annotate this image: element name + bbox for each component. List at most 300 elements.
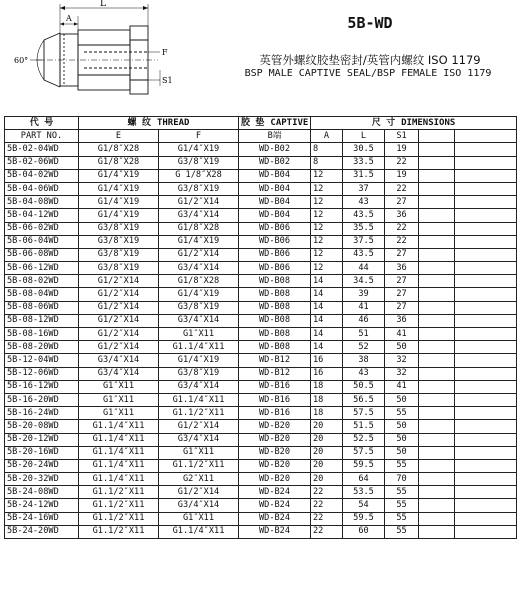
cell-thread-f: G3/4″X14 xyxy=(159,209,239,222)
table-row xyxy=(5,222,517,235)
cell-empty xyxy=(419,446,455,459)
cell-empty xyxy=(419,222,455,235)
cell-part-no: 5B-08-06WD xyxy=(5,301,79,314)
cell-empty xyxy=(455,314,517,327)
cell-thread-e: G1.1/4″X11 xyxy=(79,420,159,433)
table-row xyxy=(5,420,517,433)
cell-thread-e: G1.1/4″X11 xyxy=(79,433,159,446)
cell-dim-s1: 50 xyxy=(385,341,419,354)
cell-dim-l: 53.5 xyxy=(343,486,385,499)
cell-empty xyxy=(455,209,517,222)
cell-dim-l: 57.5 xyxy=(343,407,385,420)
cell-dim-a: 22 xyxy=(311,499,343,512)
product-title-en: BSP MALE CAPTIVE SEAL/BSP FEMALE ISO 1179 xyxy=(244,68,492,79)
cell-empty xyxy=(455,262,517,275)
cell-dim-l: 52 xyxy=(343,341,385,354)
cell-thread-e: G1/2″X14 xyxy=(79,288,159,301)
cell-dim-a: 12 xyxy=(311,169,343,182)
cell-part-no: 5B-06-08WD xyxy=(5,248,79,261)
cell-thread-f: G1.1/4″X11 xyxy=(159,341,239,354)
cell-empty xyxy=(455,196,517,209)
cell-thread-e: G1.1/2″X11 xyxy=(79,499,159,512)
cell-thread-e: G1/4″X19 xyxy=(79,209,159,222)
cell-gasket: WD-B08 xyxy=(239,301,311,314)
cell-part-no: 5B-20-32WD xyxy=(5,473,79,486)
cell-thread-f: G1/4″X19 xyxy=(159,288,239,301)
cell-empty xyxy=(419,143,455,156)
col-header-e: E xyxy=(79,130,159,143)
cell-thread-f: G1/8″X28 xyxy=(159,275,239,288)
cell-gasket: WD-B06 xyxy=(239,222,311,235)
cell-gasket: WD-B24 xyxy=(239,499,311,512)
cell-dim-s1: 41 xyxy=(385,328,419,341)
cell-gasket: WD-B04 xyxy=(239,182,311,195)
cell-empty xyxy=(419,473,455,486)
cell-thread-e: G3/4″X14 xyxy=(79,354,159,367)
header-gasket xyxy=(239,117,311,130)
cell-empty xyxy=(455,459,517,472)
cell-thread-e: G1/2″X14 xyxy=(79,328,159,341)
cell-gasket: WD-B16 xyxy=(239,393,311,406)
label-length: L xyxy=(100,0,106,9)
cell-part-no: 5B-02-04WD xyxy=(5,143,79,156)
cell-dim-s1: 50 xyxy=(385,433,419,446)
cell-dim-a: 22 xyxy=(311,512,343,525)
cell-dim-a: 20 xyxy=(311,420,343,433)
cell-empty xyxy=(419,367,455,380)
table-row xyxy=(5,486,517,499)
cell-gasket: WD-B08 xyxy=(239,314,311,327)
cell-dim-s1: 55 xyxy=(385,459,419,472)
cell-empty xyxy=(455,499,517,512)
cell-thread-f: G3/8″X19 xyxy=(159,367,239,380)
header-thread xyxy=(79,117,239,130)
cell-part-no: 5B-16-20WD xyxy=(5,393,79,406)
cell-part-no: 5B-12-04WD xyxy=(5,354,79,367)
label-a: A xyxy=(66,14,72,23)
table-row xyxy=(5,288,517,301)
cell-empty xyxy=(419,262,455,275)
cell-empty xyxy=(455,393,517,406)
cell-gasket: WD-B06 xyxy=(239,235,311,248)
cell-dim-a: 20 xyxy=(311,446,343,459)
cell-part-no: 5B-06-04WD xyxy=(5,235,79,248)
cell-empty xyxy=(419,525,455,538)
cell-dim-l: 43.5 xyxy=(343,248,385,261)
cell-gasket: WD-B20 xyxy=(239,446,311,459)
cell-gasket: WD-B08 xyxy=(239,341,311,354)
cell-dim-s1: 70 xyxy=(385,473,419,486)
cell-dim-s1: 22 xyxy=(385,235,419,248)
cell-empty xyxy=(419,328,455,341)
cell-thread-f: G1/2″X14 xyxy=(159,196,239,209)
cell-dim-a: 14 xyxy=(311,301,343,314)
cell-empty xyxy=(455,328,517,341)
cell-dim-l: 38 xyxy=(343,354,385,367)
cell-empty xyxy=(455,473,517,486)
cell-gasket: WD-B08 xyxy=(239,275,311,288)
cell-gasket: WD-B04 xyxy=(239,209,311,222)
cell-part-no: 5B-20-16WD xyxy=(5,446,79,459)
cell-empty xyxy=(419,196,455,209)
cell-thread-e: G1/4″X19 xyxy=(79,169,159,182)
table-row xyxy=(5,301,517,314)
cell-thread-e: G3/8″X19 xyxy=(79,262,159,275)
cell-dim-l: 39 xyxy=(343,288,385,301)
cell-part-no: 5B-04-08WD xyxy=(5,196,79,209)
cell-thread-f: G3/4″X14 xyxy=(159,262,239,275)
cell-thread-f: G3/8″X19 xyxy=(159,182,239,195)
cell-dim-s1: 36 xyxy=(385,262,419,275)
cell-empty xyxy=(419,301,455,314)
cell-part-no: 5B-20-12WD xyxy=(5,433,79,446)
cell-empty xyxy=(455,341,517,354)
cell-thread-f: G3/8″X19 xyxy=(159,156,239,169)
cell-thread-e: G3/8″X19 xyxy=(79,235,159,248)
cell-thread-f: G1″X11 xyxy=(159,512,239,525)
cell-gasket: WD-B24 xyxy=(239,486,311,499)
cell-dim-s1: 22 xyxy=(385,222,419,235)
cell-empty xyxy=(455,446,517,459)
cell-dim-s1: 27 xyxy=(385,248,419,261)
cell-part-no: 5B-24-16WD xyxy=(5,512,79,525)
cell-part-no: 5B-20-08WD xyxy=(5,420,79,433)
cell-dim-l: 43.5 xyxy=(343,209,385,222)
cell-part-no: 5B-04-02WD xyxy=(5,169,79,182)
cell-thread-f: G1/2″X14 xyxy=(159,486,239,499)
cell-thread-f: G1″X11 xyxy=(159,328,239,341)
cell-dim-l: 51.5 xyxy=(343,420,385,433)
table-row xyxy=(5,262,517,275)
cell-part-no: 5B-24-08WD xyxy=(5,486,79,499)
header-thread-cn: 螺 纹 xyxy=(127,117,151,128)
cell-gasket: WD-B06 xyxy=(239,248,311,261)
cell-dim-a: 12 xyxy=(311,196,343,209)
header-part-cn: 代 号 xyxy=(5,117,79,130)
table-row xyxy=(5,446,517,459)
cell-dim-a: 14 xyxy=(311,275,343,288)
cell-thread-e: G1.1/2″X11 xyxy=(79,486,159,499)
cell-dim-a: 8 xyxy=(311,143,343,156)
cell-dim-s1: 50 xyxy=(385,393,419,406)
cell-part-no: 5B-16-12WD xyxy=(5,380,79,393)
cell-thread-f: G1/8″X28 xyxy=(159,222,239,235)
cell-dim-l: 50.5 xyxy=(343,380,385,393)
cell-dim-s1: 22 xyxy=(385,156,419,169)
cell-empty xyxy=(419,354,455,367)
cell-thread-e: G1/8″X28 xyxy=(79,156,159,169)
cell-dim-s1: 27 xyxy=(385,301,419,314)
cell-dim-l: 37.5 xyxy=(343,235,385,248)
cell-thread-f: G 1/8″X28 xyxy=(159,169,239,182)
table-row xyxy=(5,525,517,538)
cell-dim-a: 20 xyxy=(311,459,343,472)
cell-thread-f: G1/2″X14 xyxy=(159,248,239,261)
cell-dim-s1: 36 xyxy=(385,314,419,327)
table-row xyxy=(5,380,517,393)
cell-empty xyxy=(419,512,455,525)
col-header-f: F xyxy=(159,130,239,143)
cell-dim-s1: 27 xyxy=(385,275,419,288)
cell-thread-e: G1.1/2″X11 xyxy=(79,512,159,525)
cell-empty xyxy=(455,354,517,367)
cell-thread-e: G1/2″X14 xyxy=(79,314,159,327)
table-row xyxy=(5,473,517,486)
cell-thread-e: G1/2″X14 xyxy=(79,275,159,288)
cell-empty xyxy=(455,275,517,288)
cell-empty xyxy=(455,156,517,169)
cell-part-no: 5B-20-24WD xyxy=(5,459,79,472)
cell-dim-l: 46 xyxy=(343,314,385,327)
cell-dim-a: 18 xyxy=(311,380,343,393)
cell-dim-l: 51 xyxy=(343,328,385,341)
table-row xyxy=(5,143,517,156)
cell-dim-s1: 27 xyxy=(385,288,419,301)
cell-part-no: 5B-24-12WD xyxy=(5,499,79,512)
table-row xyxy=(5,341,517,354)
col-header-empty xyxy=(419,130,455,143)
table-row xyxy=(5,512,517,525)
cell-empty xyxy=(419,341,455,354)
header-dimensions xyxy=(311,117,517,130)
table-row xyxy=(5,314,517,327)
cell-dim-a: 12 xyxy=(311,262,343,275)
cell-thread-e: G1″X11 xyxy=(79,407,159,420)
cell-dim-l: 59.5 xyxy=(343,459,385,472)
cell-empty xyxy=(419,380,455,393)
cell-thread-e: G3/8″X19 xyxy=(79,222,159,235)
cell-thread-e: G1.1/4″X11 xyxy=(79,473,159,486)
product-title-cn: 英管外螺纹胶垫密封/英管内螺纹 ISO 1179 xyxy=(259,53,481,67)
label-thread-f: F xyxy=(162,48,168,57)
cell-dim-s1: 55 xyxy=(385,499,419,512)
cell-dim-a: 12 xyxy=(311,222,343,235)
cell-thread-e: G1/2″X14 xyxy=(79,301,159,314)
cell-dim-l: 31.5 xyxy=(343,169,385,182)
label-hex-s1: S1 xyxy=(162,76,173,85)
cell-empty xyxy=(419,420,455,433)
cell-gasket: WD-B12 xyxy=(239,354,311,367)
cell-part-no: 5B-12-06WD xyxy=(5,367,79,380)
cell-thread-f: G1/4″X19 xyxy=(159,143,239,156)
cell-empty xyxy=(455,248,517,261)
cell-gasket: WD-B20 xyxy=(239,473,311,486)
cell-dim-l: 57.5 xyxy=(343,446,385,459)
cell-dim-s1: 32 xyxy=(385,367,419,380)
cell-empty xyxy=(455,380,517,393)
cell-dim-s1: 19 xyxy=(385,169,419,182)
cell-empty xyxy=(419,459,455,472)
cell-thread-f: G1.1/2″X11 xyxy=(159,407,239,420)
cell-part-no: 5B-16-24WD xyxy=(5,407,79,420)
cell-thread-f: G3/4″X14 xyxy=(159,314,239,327)
cell-empty xyxy=(419,499,455,512)
cell-dim-a: 14 xyxy=(311,314,343,327)
cell-dim-s1: 41 xyxy=(385,380,419,393)
table-row xyxy=(5,169,517,182)
cell-empty xyxy=(419,486,455,499)
header-dim-en: DIMENSIONS xyxy=(401,117,456,128)
cell-part-no: 5B-02-06WD xyxy=(5,156,79,169)
cell-gasket: WD-B08 xyxy=(239,328,311,341)
cell-thread-e: G1″X11 xyxy=(79,393,159,406)
cell-empty xyxy=(419,169,455,182)
col-header-empty xyxy=(455,130,517,143)
cell-thread-f: G3/8″X19 xyxy=(159,301,239,314)
col-header-b-end: B端 xyxy=(239,130,311,143)
col-header-a: A xyxy=(311,130,343,143)
cell-empty xyxy=(419,156,455,169)
cell-thread-f: G1.1/4″X11 xyxy=(159,393,239,406)
cell-thread-e: G1/8″X28 xyxy=(79,143,159,156)
cell-dim-s1: 55 xyxy=(385,525,419,538)
cell-dim-s1: 19 xyxy=(385,143,419,156)
cell-thread-f: G1/4″X19 xyxy=(159,354,239,367)
cell-dim-l: 35.5 xyxy=(343,222,385,235)
table-row xyxy=(5,354,517,367)
cell-thread-f: G1/4″X19 xyxy=(159,235,239,248)
cell-empty xyxy=(455,512,517,525)
cell-dim-l: 37 xyxy=(343,182,385,195)
cell-empty xyxy=(419,248,455,261)
cell-part-no: 5B-04-06WD xyxy=(5,182,79,195)
cell-dim-a: 18 xyxy=(311,407,343,420)
cell-dim-s1: 36 xyxy=(385,209,419,222)
cell-part-no: 5B-08-20WD xyxy=(5,341,79,354)
cell-dim-l: 52.5 xyxy=(343,433,385,446)
cell-empty xyxy=(455,182,517,195)
cell-thread-f: G3/4″X14 xyxy=(159,433,239,446)
cell-dim-s1: 27 xyxy=(385,196,419,209)
cell-dim-s1: 55 xyxy=(385,512,419,525)
cell-dim-a: 12 xyxy=(311,209,343,222)
cell-dim-s1: 32 xyxy=(385,354,419,367)
cell-dim-a: 14 xyxy=(311,288,343,301)
cell-thread-f: G3/4″X14 xyxy=(159,499,239,512)
cell-part-no: 5B-04-12WD xyxy=(5,209,79,222)
cell-part-no: 5B-24-20WD xyxy=(5,525,79,538)
table-row xyxy=(5,156,517,169)
cell-dim-a: 16 xyxy=(311,354,343,367)
cell-thread-f: G1/2″X14 xyxy=(159,420,239,433)
table-row xyxy=(5,393,517,406)
group-header-row xyxy=(5,117,517,130)
cell-thread-e: G3/8″X19 xyxy=(79,248,159,261)
cell-part-no: 5B-08-02WD xyxy=(5,275,79,288)
table-row xyxy=(5,209,517,222)
header-dim-cn: 尺 寸 xyxy=(371,117,396,128)
cell-gasket: WD-B24 xyxy=(239,525,311,538)
cell-dim-l: 56.5 xyxy=(343,393,385,406)
table-row xyxy=(5,275,517,288)
cell-dim-a: 8 xyxy=(311,156,343,169)
table-row xyxy=(5,499,517,512)
specification-table xyxy=(4,116,517,539)
cell-empty xyxy=(455,525,517,538)
cell-empty xyxy=(419,182,455,195)
cell-thread-f: G1″X11 xyxy=(159,446,239,459)
cell-thread-e: G1″X11 xyxy=(79,380,159,393)
cell-thread-f: G1.1/4″X11 xyxy=(159,525,239,538)
fitting-drawing xyxy=(0,0,210,100)
cell-empty xyxy=(455,367,517,380)
cell-part-no: 5B-08-04WD xyxy=(5,288,79,301)
cell-thread-f: G3/4″X14 xyxy=(159,380,239,393)
cell-dim-l: 43 xyxy=(343,196,385,209)
cell-empty xyxy=(419,393,455,406)
cell-empty xyxy=(419,314,455,327)
cell-dim-s1: 50 xyxy=(385,420,419,433)
table-row xyxy=(5,182,517,195)
cell-dim-l: 60 xyxy=(343,525,385,538)
cell-empty xyxy=(455,433,517,446)
cell-dim-a: 12 xyxy=(311,235,343,248)
cell-gasket: WD-B20 xyxy=(239,433,311,446)
cell-gasket: WD-B20 xyxy=(239,459,311,472)
cell-dim-a: 20 xyxy=(311,433,343,446)
col-header-l: L xyxy=(343,130,385,143)
cell-dim-l: 33.5 xyxy=(343,156,385,169)
cell-dim-s1: 50 xyxy=(385,446,419,459)
cell-dim-a: 12 xyxy=(311,248,343,261)
col-header-s1: S1 xyxy=(385,130,419,143)
col-header-part-no: PART NO. xyxy=(5,130,79,143)
table-row xyxy=(5,459,517,472)
cell-dim-l: 41 xyxy=(343,301,385,314)
cell-gasket: WD-B20 xyxy=(239,420,311,433)
cell-dim-l: 44 xyxy=(343,262,385,275)
cell-gasket: WD-B24 xyxy=(239,512,311,525)
table-row xyxy=(5,367,517,380)
table-row xyxy=(5,235,517,248)
cell-part-no: 5B-06-12WD xyxy=(5,262,79,275)
cell-thread-e: G1.1/2″X11 xyxy=(79,525,159,538)
cell-dim-a: 20 xyxy=(311,473,343,486)
header-gasket-en: CAPTIVE xyxy=(270,117,309,128)
cell-empty xyxy=(455,486,517,499)
cell-empty xyxy=(419,407,455,420)
cell-dim-l: 30.5 xyxy=(343,143,385,156)
cell-empty xyxy=(419,288,455,301)
cell-thread-e: G1/2″X14 xyxy=(79,341,159,354)
column-header-row xyxy=(5,130,517,143)
cell-empty xyxy=(455,301,517,314)
cell-empty xyxy=(455,143,517,156)
cell-empty xyxy=(419,433,455,446)
cell-gasket: WD-B02 xyxy=(239,143,311,156)
cell-dim-a: 22 xyxy=(311,486,343,499)
cell-part-no: 5B-08-16WD xyxy=(5,328,79,341)
cell-thread-f: G2″X11 xyxy=(159,473,239,486)
cell-gasket: WD-B16 xyxy=(239,407,311,420)
cell-empty xyxy=(455,288,517,301)
cell-dim-l: 59.5 xyxy=(343,512,385,525)
cell-empty xyxy=(455,235,517,248)
table-row xyxy=(5,196,517,209)
cell-part-no: 5B-08-12WD xyxy=(5,314,79,327)
cell-gasket: WD-B02 xyxy=(239,156,311,169)
cell-thread-e: G3/4″X14 xyxy=(79,367,159,380)
table-row xyxy=(5,433,517,446)
cell-empty xyxy=(419,209,455,222)
cell-empty xyxy=(419,275,455,288)
cell-dim-a: 14 xyxy=(311,341,343,354)
product-code: 5B-WD xyxy=(347,14,393,32)
cell-gasket: WD-B04 xyxy=(239,169,311,182)
cell-empty xyxy=(455,222,517,235)
cell-gasket: WD-B04 xyxy=(239,196,311,209)
cell-part-no: 5B-06-02WD xyxy=(5,222,79,235)
